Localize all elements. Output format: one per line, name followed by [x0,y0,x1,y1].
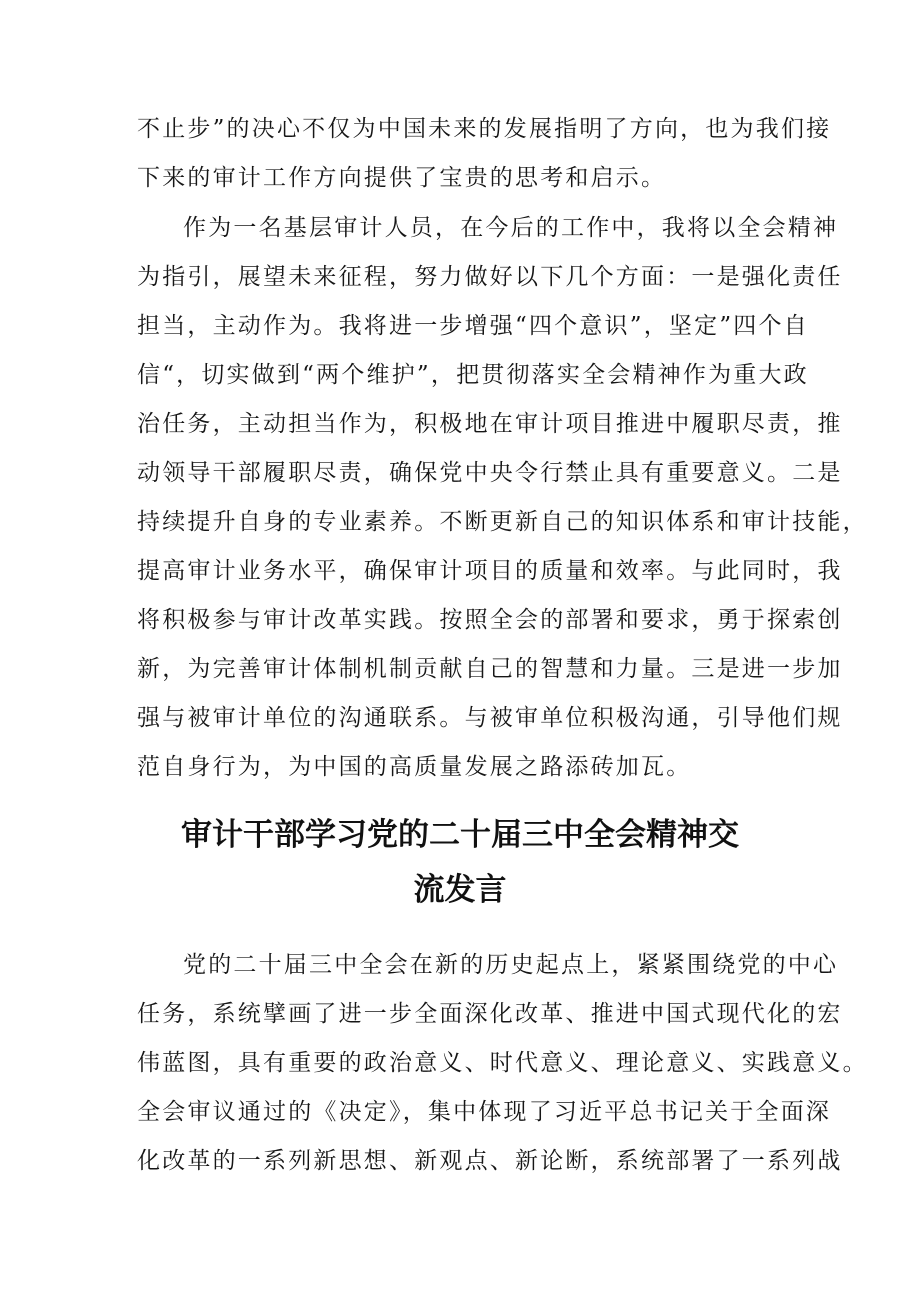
text-line: 全会审议通过的《决定》，集中体现了习近平总书记关于全面深 [137,1099,832,1125]
paragraph-first-line: 作为一名基层审计人员，在今后的工作中，我将以全会精神 [183,215,839,241]
text-line: 提高审计业务水平，确保审计项目的质量和效率。与此同时，我 [137,558,843,584]
article-title-line1: 审计干部学习党的二十届三中全会精神交 [181,817,739,853]
text-line: 动领导干部履职尽责，确保党中央令行禁止具有重要意义。二是 [137,460,843,486]
paragraph-first-line: 党的二十届三中全会在新的历史起点上，紧紧围绕党的中心 [183,952,839,978]
text-line: 范自身行为，为中国的高质量发展之路添砖加瓦。 [137,754,692,780]
article-title-line2: 流发言 [413,872,507,908]
text-line: 担当，主动作为。我将进一步增强“四个意识”，坚定”四个自 [137,313,809,339]
text-line: 新，为完善审计体制机制贡献自己的智慧和力量。三是进一步加 [137,656,843,682]
text-line: 化改革的一系列新思想、新观点、新论断，系统部署了一系列战 [137,1148,843,1174]
text-line: 伟蓝图，具有重要的政治意义、时代意义、理论意义、实践意义。 [137,1050,868,1076]
text-line: 信“，切实做到“两个维护”，把贯彻落实全会精神作为重大政 [137,362,809,388]
text-line: 治任务，主动担当作为，积极地在审计项目推进中履职尽责，推 [137,411,843,437]
text-line: 为指引，展望未来征程，努力做好以下几个方面：一是强化责任 [137,264,843,290]
text-line: 持续提升自身的专业素养。不断更新自己的知识体系和审计技能， [137,509,868,535]
text-line: 下来的审计工作方向提供了宝贵的思考和启示。 [137,165,667,191]
text-line: 任务，系统擘画了进一步全面深化改革、推进中国式现代化的宏 [137,1001,843,1027]
text-line: 不止步”的决心不仅为中国未来的发展指明了方向，也为我们接 [137,116,832,142]
text-line: 将积极参与审计改革实践。按照全会的部署和要求，勇于探索创 [137,607,843,633]
text-line: 强与被审计单位的沟通联系。与被审单位积极沟通，引导他们规 [137,705,843,731]
